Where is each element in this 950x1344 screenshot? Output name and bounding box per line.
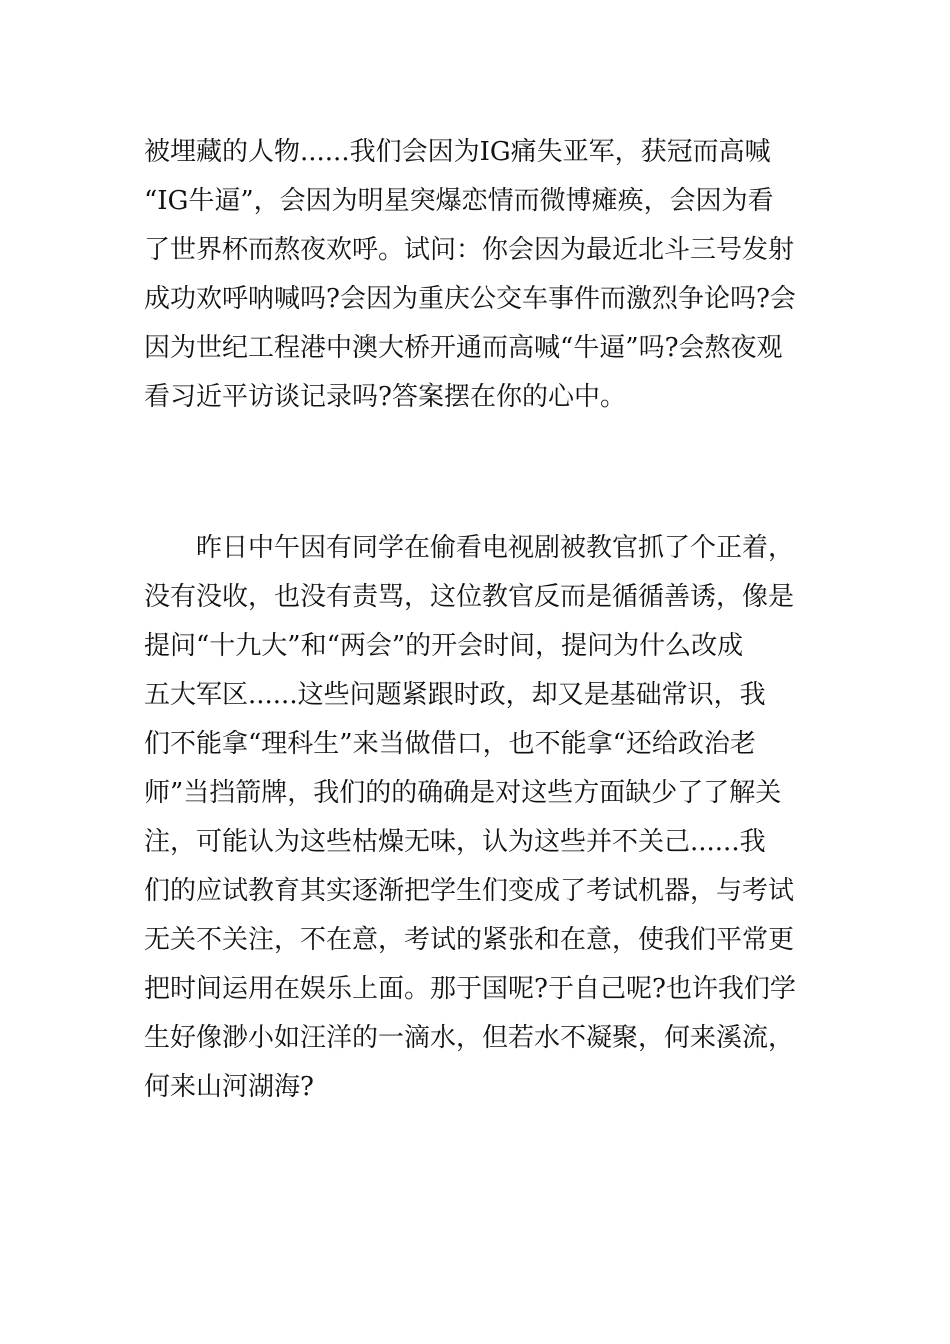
- paragraph-line: 何来山河湖海?: [144, 1072, 314, 1102]
- paragraph-line: 无关不关注，不在意，考试的紧张和在意，使我们平常更: [144, 925, 795, 955]
- paragraph-line: 们的应试教育其实逐渐把学生们变成了考试机器，与考试: [144, 876, 795, 906]
- paragraph-line: 因为世纪工程港中澳大桥开通而高喊“牛逼”吗?会熬夜观: [144, 333, 783, 363]
- paragraph-1: [144, 128, 844, 422]
- paragraph-line: “IG牛逼”，会因为明星突爆恋情而微博瘫痪，会因为看: [144, 186, 774, 216]
- paragraph-line: 了世界杯而熬夜欢呼。试问：你会因为最近北斗三号发射: [144, 235, 795, 265]
- paragraph-line: 看习近平访谈记录吗?答案摆在你的心中。: [144, 382, 626, 412]
- paragraph-line: 昨日中午因有同学在偷看电视剧被教官抓了个正着，: [144, 533, 795, 563]
- paragraph-line: 被埋藏的人物......我们会因为IG痛失亚军，获冠而高喊: [144, 137, 771, 167]
- paragraph-line: 五大军区......这些问题紧跟时政，却又是基础常识，我: [144, 680, 766, 710]
- paragraph-line: 没有没收，也没有责骂，这位教官反而是循循善诱，像是: [144, 582, 795, 612]
- paragraph-line: 生好像渺小如汪洋的一滴水，但若水不凝聚，何来溪流，: [144, 1023, 795, 1053]
- paragraph-line: 提问“十九大”和“两会”的开会时间，提问为什么改成: [144, 631, 744, 661]
- paragraph-line: 师”当挡箭牌，我们的的确确是对这些方面缺少了了解关: [144, 778, 782, 808]
- paragraph-line: 把时间运用在娱乐上面。那于国呢?于自己呢?也许我们学: [144, 974, 796, 1004]
- paragraph-line: 们不能拿“理科生”来当做借口，也不能拿“还给政治老: [144, 729, 756, 759]
- paragraph-line: 成功欢呼呐喊吗?会因为重庆公交车事件而激烈争论吗?会: [144, 284, 796, 314]
- paragraph-line: 注，可能认为这些枯燥无味，认为这些并不关己......我: [144, 827, 766, 857]
- paragraph-2: [144, 524, 844, 1112]
